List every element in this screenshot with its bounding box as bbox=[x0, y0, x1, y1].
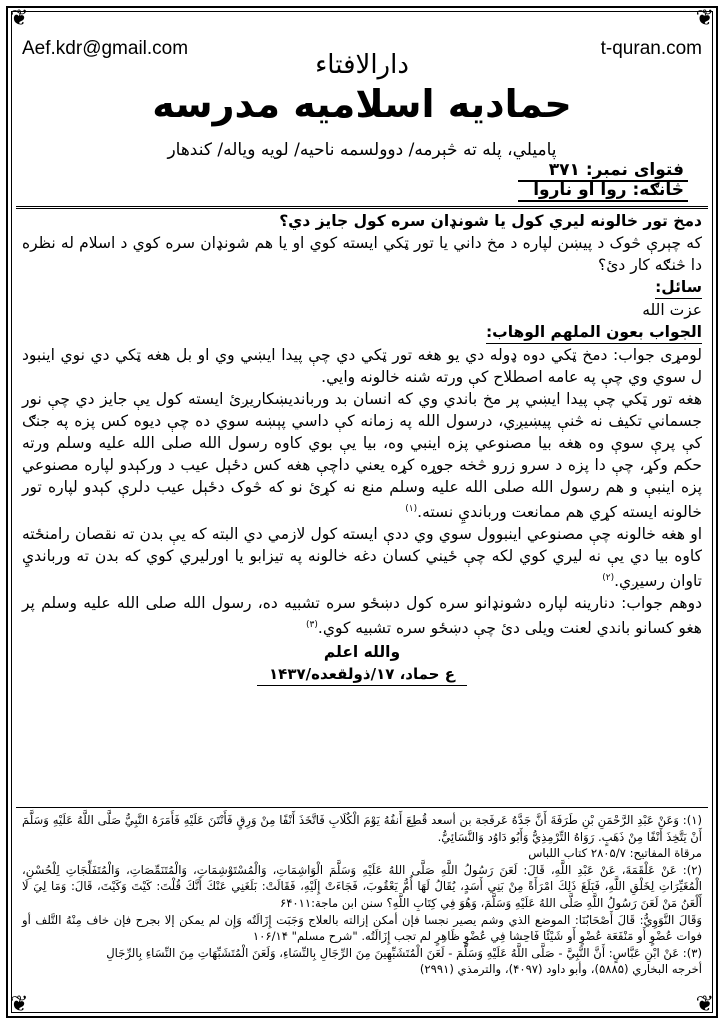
fatwa-number-value: ۳۷۱ bbox=[548, 160, 580, 180]
footnote-source: مرقاة المفاتيح: ۲۸۰۵/۷ کتاب اللباس bbox=[528, 846, 702, 861]
asker-name: عزت الله bbox=[642, 301, 702, 319]
fatwa-number bbox=[549, 160, 684, 180]
corner-ornament-icon: ❦ bbox=[10, 6, 29, 31]
footnotes bbox=[22, 812, 702, 978]
section-category bbox=[533, 180, 684, 200]
closing: والله اعلم bbox=[323, 643, 401, 662]
answer-paragraph bbox=[22, 592, 702, 639]
section-label: څانګه: bbox=[632, 180, 684, 200]
answer-text: دوهم جواب: دنارينه لپاره دشونډانو سره کول دښځو سره تشبيه ده، رسول الله صلی الله علیه وسلم پر هغو کسانو باندي لعنت ويلی دئ چې دښځو سره تشبيه کوي. bbox=[22, 594, 702, 638]
footnote: (۱): وَعَنْ عَبْدِ الرَّحْمَنِ بْنِ طَرَفَةَ أَنَّ جَدَّهُ عَرفَجة بن أسعد قُطِعَ أَنفُهُ يَوْمَ الْكُلَابِ فَاتَّخَذَ أَنْفًا مِنْ وَرِقٍ فَأَنْتَنَ عَلَيْهِ فَأَمَرَهُ النَّبِيُّ صَلَّى اللَّهُ عَلَيْهِ وَسَلَّمَ أَنْ يَتَّخِذَ أَنْفًا مِنْ ذَهَبٍ. رَوَاهُ التِّرْمِذِيُّ وَأَبُو دَاوُد وَالنَّسَائِيُّ. bbox=[22, 813, 702, 844]
website-link[interactable]: t-quran.com bbox=[600, 38, 702, 59]
contact-email[interactable]: Aef.kdr@gmail.com bbox=[22, 38, 189, 59]
question-text: که چېرې څوک د پیښن لپاره د مخ داني یا تور ټکي ایسته کوي او یا هم شونډان سره کوي د اسلام له نظره دا څنګه کار دئ؟ bbox=[22, 234, 702, 274]
section-value: روا او ناروا bbox=[533, 180, 627, 200]
answer-paragraph bbox=[22, 388, 702, 523]
corner-ornament-icon: ❦ bbox=[10, 992, 29, 1017]
answer-heading-row bbox=[22, 321, 702, 344]
answer-paragraph bbox=[22, 523, 702, 592]
footnote-ref[interactable]: (۳) bbox=[306, 620, 318, 631]
institution-address: پامیلي، پله ته څېرمه/ دوولسمه ناحیه/ لویه ویاله/ کندهار bbox=[167, 140, 557, 160]
footnote-ref[interactable]: (۱) bbox=[405, 504, 418, 514]
header-divider bbox=[16, 206, 708, 207]
footnote: (۲): عَنْ عَلْقَمَةَ، عَنْ عَبْدِ اللَّهِ، قَالَ: لَعَنَ رَسُولُ اللَّهِ صَلَّى اللهُ عَلَيْهِ وَسَلَّمَ الْوَاشِمَاتِ، وَالْمُسْتَوْشِمَاتِ، وَالْمُتَنَمِّصَاتِ، وَالْمُتَفَلِّجَاتِ لِلْحُسْنِ، الْمُغَيِّرَاتِ لِخَلْقِ اللَّهِ، فَبَلَغَ ذَلِكَ امْرَأَةً مِنْ بَنِي أَسَدٍ، يُقَالُ لَهَا أُمُّ يَعْقُوبَ، فَجَاءَتْ إِلَيْهِ، فَقَالَتْ: بَلَغَنِي عَنْكَ أَنَّكَ قُلْتَ: كَيْتَ وَكَيْتَ، قَالَ: وَمَا لِيَ لَا أَلْعَنُ مَنْ لَعَنَ رَسُولُ اللَّهِ صَلَّى اللهُ عَلَيْهِ وَسَلَّمَ، وَهُوَ فِي كِتَابِ اللَّهِ؟ سنن ابن ماجة:۶۴۰۱۱ bbox=[22, 862, 702, 910]
corner-ornament-icon: ❦ bbox=[695, 992, 714, 1017]
asker bbox=[22, 276, 702, 299]
question-title: دمخ تور خالونه لیري کول یا شونډان سره کول جایز دي؟ bbox=[279, 212, 702, 230]
footnote-ref[interactable]: (۲) bbox=[602, 573, 615, 584]
answer-text: او هغه خالونه چې مصنوعي اينبوول سوي وي ددې ايسته کول لازمي دي البته که يې بدن ته نقصان رامنځته کاوه بيا دي يې نه ليري کوي لکه چې ځيني کسان دغه خالونه په تيزابو يا اورليري کوي که بدن ته وربانديِ تاوان رسيږي. bbox=[22, 525, 702, 591]
answer-paragraph: لومړی جواب: دمخ ټکي دوه ډوله دي يو هغه تور ټکي دي چې پيدا ايښي وي او بل هغه ټکي دي نوي اينبود ل سوي وي چې په عامه اصطلاح کې ورته شنه خالونه وايي. bbox=[22, 346, 702, 386]
answer-heading: الجواب بعون الملهم الوهاب: bbox=[486, 321, 702, 344]
fatwa-date: ع حماد، ۱۷/ذولقعده/۱۴۳۷ bbox=[269, 665, 455, 684]
institution-name: حمادیه اسلامیه مدرسه bbox=[152, 82, 572, 126]
answer-text: هغه تور ټکي چې پيدا ايښي پر مخ باندي وي که انسان بد وربانديښکاريږئ ايسته کول يې جايز دي چې نور جسماني تکيف نه څنې پيښيږي، درسول الله په زمانه کې داسي پېښه سوي ده چې ديوه کس پزه په جنګ کې پرې سوې وه هغه بيا مصنوعي پزه اينبي وه، بيا يې بوي کاوه رسول الله صلی الله علیه وسلم ورته حکم وکړ، چې دا پزه د سرو زرو څخه جوړه کړه يعني داچې هغه کس دځېل عيب د ورکېدو لپاره مصنوعي پزه اينبې و هم رسول الله صلی الله علیه وسلم منع نه کړئ نو که څوک دځېل عيب دلرې کېدو لپاره تور خالونه ايسته کړي هم ممانعت وربانديِ نسته. bbox=[22, 390, 702, 522]
footnote-source: أخرجه البخاري (۵۸۸۵)، وأبو داود (۴۰۹۷)، والترمذي (۲۹۹۱) bbox=[419, 962, 702, 977]
header-divider bbox=[16, 208, 708, 209]
asker-label: سائل: bbox=[655, 276, 702, 299]
fatwa-number-label: فتوای نمبر: bbox=[585, 160, 684, 180]
corner-ornament-icon: ❦ bbox=[695, 6, 714, 31]
institution-type: دارالافتاء bbox=[315, 50, 409, 80]
footnote: وَقَالَ النَّوَوِيُّ: قَالَ أَصْحَابُنَا: الموضع الذي وشم يصير نجسا فإن أمكن إزالته بالعلاج وَجَبَت إِزَالَتُه وَإِن لم يمكن إلا بجرح فإن خاف مِنْهُ التَّلف أو فوات عُضْوٍ أَو مَنْفَعَة عُضْوٍ أَو شَيْئًا فَاحِشا فِي عُضْوٍ ظَاهِرٍ لم تجب إِزَالَتُه. "شرح مسلم" ۱۰۶/۱۴ bbox=[22, 912, 702, 944]
footnote-divider bbox=[16, 807, 708, 808]
footnote: (۳): عَنْ ابْنِ عَبَّاسٍ: أَنَّ النَّبِيَّ - صَلَّى اللَّهُ عَلَيْهِ وَسَلَّمَ - لَعَنَ الْمُتَشَبِّهِينَ مِنَ الرِّجَالِ بِالنِّسَاءِ، وَلَعَنَ الْمُتَشَبِّهَاتِ مِنَ النِّسَاءِ بِالرِّجَالِ bbox=[106, 945, 702, 960]
divider bbox=[518, 200, 688, 202]
fatwa-body bbox=[22, 210, 702, 686]
divider bbox=[257, 685, 467, 686]
